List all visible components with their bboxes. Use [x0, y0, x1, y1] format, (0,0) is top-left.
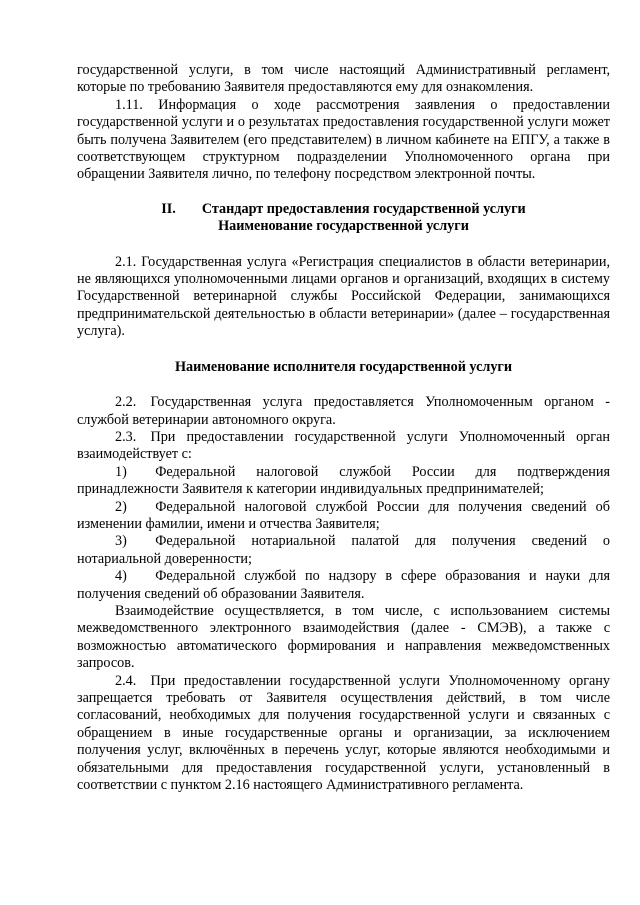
- list-item-4: 4) Федеральной службой по надзору в сфере образования и науки для получения сведений об образовании Заявителя.: [77, 568, 610, 602]
- paragraph-1-11: 1.11. Информация о ходе рассмотрения заявления о предоставлении государственной услуги и о результатах предоставления государственной услуги может быть получена Заявителем (его представителем) в личном кабинете на ЕПГУ, а также в соответствующем структурном подразделении Уполномоченного органа при обращении Заявителя лично, по телефону посредством электронной почты.: [77, 96, 610, 183]
- paragraph-interaction: Взаимодействие осуществляется, в том числе, с использованием системы межведомственного электронного взаимодействия (далее - СМЭВ), а также с возможностью автоматического формирования и направления межведомственных запросов.: [77, 602, 610, 672]
- paragraph-2-1: 2.1. Государственная услуга «Регистрация специалистов в области ветеринарии, не являющихся уполномоченными лицами органов и организаций, входящих в систему Государственной ветеринарной службы Российской Федерации, занимающихся предпринимательской деятельностью в области ветеринарии» (далее – государственная услуга).: [77, 253, 610, 340]
- paragraph-2-2: 2.2. Государственная услуга предоставляется Уполномоченным органом - службой ветеринарии автономного округа.: [77, 394, 610, 428]
- section-heading: [77, 201, 610, 218]
- list-item-3: 3) Федеральной нотариальной палатой для получения сведений о нотариальной доверенности;: [77, 533, 610, 567]
- subheading-executor: Наименование исполнителя государственной услуги: [174, 358, 513, 375]
- paragraph-2-4: 2.4. При предоставлении государственной услуги Уполномоченному органу запрещается требовать от Заявителя осуществления действий, в том числе согласований, необходимых для получения государственной услуги и связанных с обращением в иные государственные органы и организации, за исключением получения услуг, включённых в перечень услуг, которые являются необходимыми и обязательными для предоставления государственной услуги, установленный в соответствии с пунктом 2.16 настоящего Административного регламента.: [77, 672, 610, 794]
- paragraph-intro: государственной услуги, в том числе настоящий Административный регламент, которые по требованию Заявителя предоставляются ему для ознакомления.: [77, 62, 610, 96]
- list-item-2: 2) Федеральной налоговой службой России для получения сведений об изменении фамилии, имени и отчества Заявителя;: [77, 498, 610, 532]
- subheading-service-name: Наименование государственной услуги: [218, 218, 469, 235]
- list-item-1: 1) Федеральной налоговой службой России для подтверждения принадлежности Заявителя к категории индивидуальных предпринимателей;: [77, 463, 610, 498]
- section-title: Стандарт предоставления государственной услуги: [201, 200, 526, 217]
- paragraph-2-3: 2.3. При предоставлении государственной услуги Уполномоченный орган взаимодействует с:: [77, 428, 610, 463]
- section-number: II.: [161, 200, 176, 217]
